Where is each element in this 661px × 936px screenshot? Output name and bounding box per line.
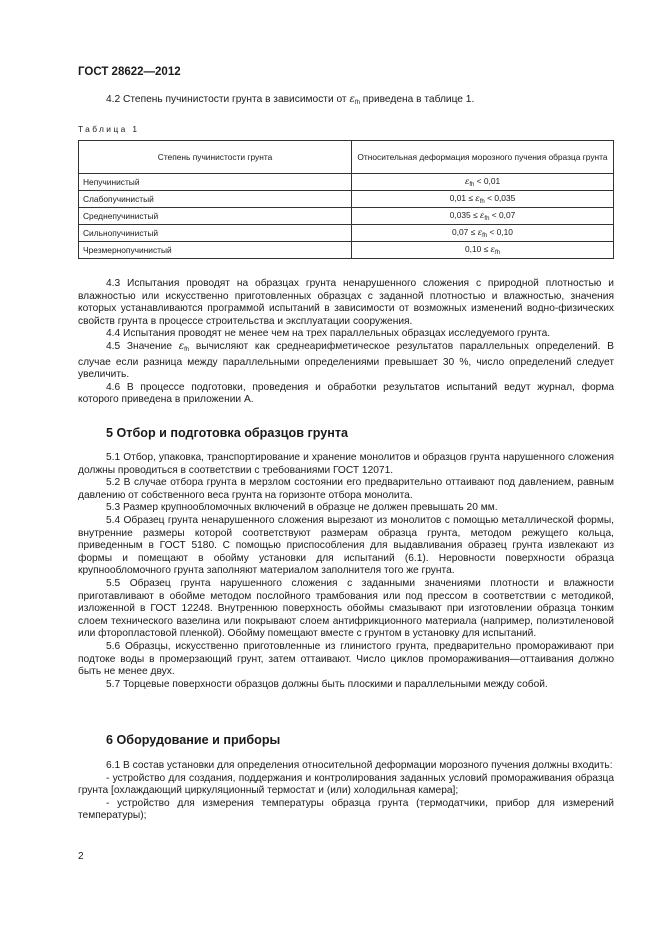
paragraph-5-7: 5.7 Торцевые поверхности образцов должны быть плоскими и параллельными между собой. [106, 678, 548, 690]
subscript: fh [354, 100, 360, 106]
subscript: fh [184, 346, 190, 353]
paragraph-6-1: 6.1 В состав установки для определения относительной деформации морозного пучения должны входить: [106, 760, 613, 771]
paragraph-4-3: 4.3 Испытания проводят на образцах грунта ненарушенного сложения с природной плотностью и влажностью или искусственно приготовленных образцах с заданной плотностью и влажностью, значения которых устанавливаются программой испытаний в зависимости от возможных изменений водно-физических свойств грунта в процессе строительства и эксплуатации сооружения. [78, 278, 614, 327]
paragraph-5-6: 5.6 Образцы, искусственно приготовленные из глинистого грунта, предварительно промораживают при подтоке воды в промерзающий грунт, затем оттаивают. Число циклов промораживания—оттаивания должно быть не менее двух. [78, 640, 614, 678]
value: < 0,10 [489, 227, 513, 237]
value: 0,10 ≤ [464, 244, 489, 254]
subscript: fh [484, 216, 490, 222]
table-row [79, 208, 614, 225]
table-cell [352, 242, 614, 259]
paragraph-4-5 [78, 341, 614, 382]
column-header: Относительная деформация морозного пучения образца грунта [352, 141, 614, 174]
subscript: fh [495, 250, 501, 256]
table-cell [352, 174, 614, 191]
table-cell [352, 208, 614, 225]
epsilon-symbol: ε [475, 193, 480, 203]
table-cell [352, 225, 614, 242]
table-cell: Чрезмернопучинистый [79, 242, 352, 259]
value: 0,035 ≤ [449, 210, 478, 220]
table-cell [352, 191, 614, 208]
table-row [79, 242, 614, 259]
paragraph-4-4: 4.4 Испытания проводят не менее чем на трех параллельных образцах исследуемого грунта. [106, 328, 551, 340]
subscript: fh [469, 182, 475, 188]
text: вычисляют как среднеарифметическое результатов параллельных определений. В случае если разница между параллельными определениями превышает 30 %, число определений следует увеличить. [78, 340, 614, 381]
section-5-body [78, 452, 614, 691]
text: приведена в таблице 1. [362, 94, 475, 105]
table-row [79, 191, 614, 208]
table-cell: Сильнопучинистый [79, 225, 352, 242]
value: < 0,01 [476, 176, 501, 186]
text: 4.5 Значение [106, 340, 173, 352]
table-caption: Таблица 1 [78, 124, 140, 134]
section-4-body [78, 278, 614, 407]
column-header: Степень пучинистости грунта [79, 141, 352, 174]
bullet-item: - устройство для измерения температуры образца грунта (термодатчики, прибор для измерений температуры); [78, 797, 614, 822]
paragraph-4-6: 4.6 В процессе подготовки, проведения и обработки результатов испытаний ведут журнал, форма которого приведена в приложении А. [78, 381, 614, 406]
value: 0,07 ≤ [452, 227, 476, 237]
section-5-title: 5 Отбор и подготовка образцов грунта [106, 426, 349, 440]
paragraph-5-2: 5.2 В случае отбора грунта в мерзлом состоянии его предварительно оттаивают под давлением, равным давлению от собственного веса грунта на горизонте отбора монолита. [78, 477, 614, 501]
epsilon-symbol: ε [477, 227, 483, 237]
table-row [79, 174, 614, 191]
table-cell: Непучинистый [79, 174, 352, 191]
subscript: fh [479, 199, 485, 205]
value: < 0,035 [487, 193, 516, 203]
paragraph-5-5: 5.5 Образец грунта нарушенного сложения с заданными значениями плотности и влажности приготавливают в обойме методом послойного трамбования или под прессом в соответствии с методикой, изложенной в ГОСТ 12248. Внутреннюю поверхность обоймы смазывают при изготовлении образца тонким слоем технического вазелина или покрывают слоем антифрикционного материала (например, полиэтиленовой или фторопластовой пленкой). Обойму помещают вместе с грунтом в установку для испытаний. [78, 577, 614, 640]
epsilon-symbol: ε [349, 94, 355, 105]
section-6-title: 6 Оборудование и приборы [106, 733, 281, 747]
bullet-item: - устройство для создания, поддержания и контролирования заданных условий промораживания образца грунта [охлаждающий циркуляционный термостат и (или) холодильная камера]; [78, 772, 614, 797]
paragraph-5-1: 5.1 Отбор, упаковка, транспортирование и хранение монолитов и образцов грунта нарушенного сложения должны проводиться в соответствии с требованиями ГОСТ 12071. [78, 452, 614, 476]
epsilon-symbol: ε [490, 244, 496, 254]
section-6-body [78, 760, 614, 823]
paragraph-5-3: 5.3 Размер крупнообломочных включений в образце не должен превышать 20 мм. [106, 502, 498, 514]
heave-table [78, 140, 614, 259]
value: < 0,07 [491, 210, 516, 220]
value: 0,01 ≤ [449, 193, 473, 203]
paragraph-5-4: 5.4 Образец грунта ненарушенного сложения вырезают из монолитов с помощью металлической формы, внутренние размеры которой соответствуют размерам образца грунта, методом режущего кольца, приведенным в ГОСТ 5180. С помощью приспособления для выдавливания образец грунта извлекают из формы и помещают в обойму установки для испытаний (6.1). Неровности поверхности образца крупнообломочного грунта заполняют материалом заполнителя того же грунта. [78, 514, 614, 577]
table-header-row [79, 141, 614, 174]
paragraph-4-2 [78, 94, 614, 110]
page-number: 2 [78, 851, 84, 862]
document-header: ГОСТ 28622—2012 [78, 66, 181, 78]
table-row [79, 225, 614, 242]
table-cell: Слабопучинистый [79, 191, 352, 208]
epsilon-symbol: ε [178, 340, 185, 352]
epsilon-symbol: ε [464, 176, 470, 186]
epsilon-symbol: ε [479, 210, 485, 220]
table-cell: Среднепучинистый [79, 208, 352, 225]
subscript: fh [482, 233, 488, 239]
text: 4.2 Степень пучинистости грунта в зависимости от [106, 94, 347, 105]
